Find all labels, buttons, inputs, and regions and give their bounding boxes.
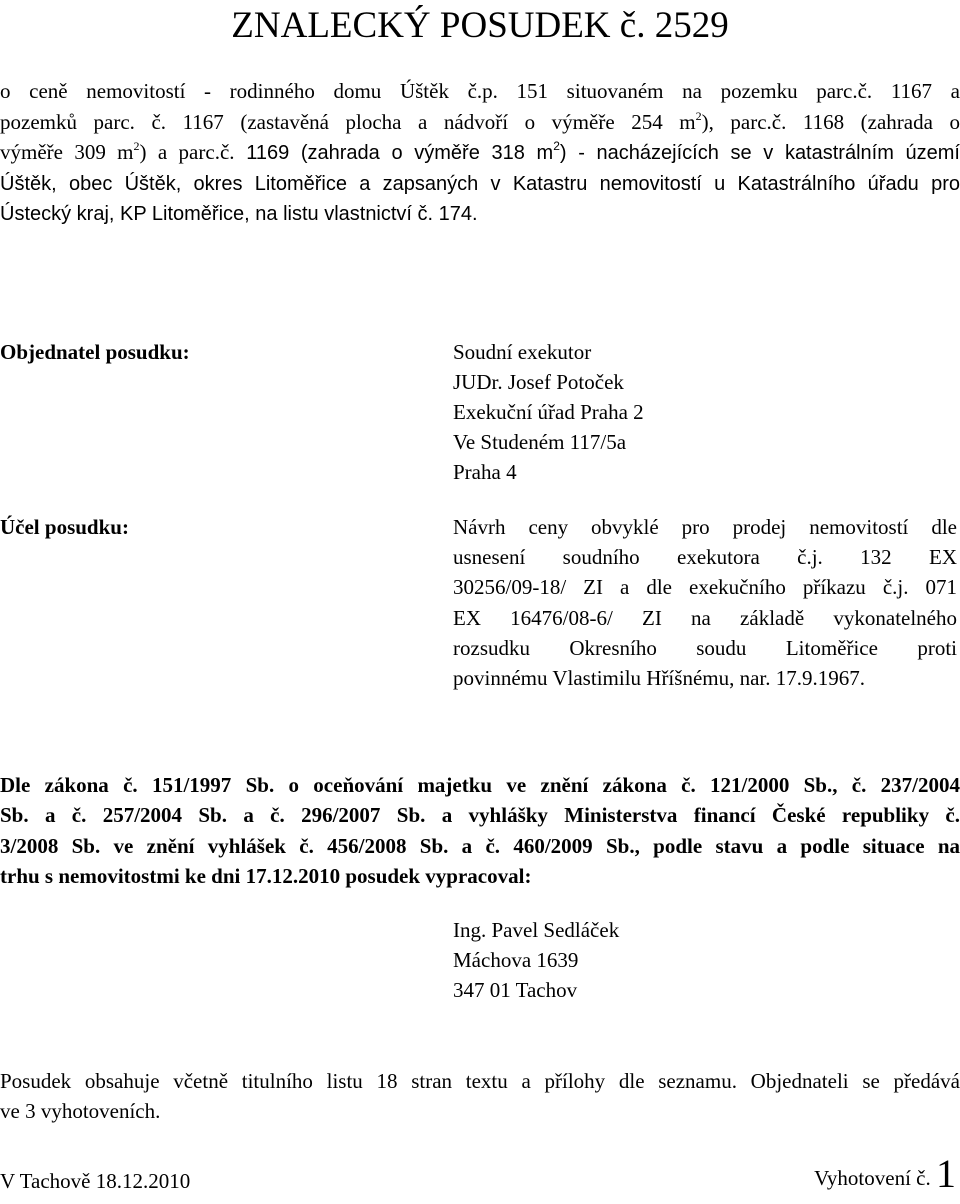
- intro-text: 1169 (zahrada o výměře 318 m: [234, 142, 554, 164]
- intro-line: [0, 76, 960, 107]
- document-title: ZNALECKÝ POSUDEK č. 2529: [231, 5, 729, 46]
- legal-basis-line: trhu s nemovitostmi ke dni 17.12.2010 posudek vypracoval:: [0, 863, 532, 888]
- copies-note-line: Posudek obsahuje včetně titulního listu 18 stran textu a přílohy dle seznamu. Objednateli se předává: [0, 1069, 960, 1093]
- copies-note: [0, 1066, 960, 1126]
- intro-text: ), parc.č. 1168 (zahrada o: [701, 109, 960, 134]
- intro-text: Ústecký kraj, KP Litoměřice, na listu vlastnictví č. 174.: [0, 203, 478, 225]
- superscript: 2: [695, 108, 702, 123]
- client-line: Soudní exekutor: [453, 340, 592, 364]
- superscript: 2: [133, 139, 140, 153]
- client-line: Ve Studeném 117/5a: [453, 430, 627, 454]
- legal-basis-line: 3/2008 Sb. ve znění vyhlášek č. 456/2008 Sb. a č. 460/2009 Sb., podle stavu a podle situace na: [0, 833, 960, 858]
- client-line: JUDr. Josef Potoček: [453, 370, 624, 394]
- client-details: [453, 337, 644, 487]
- author-line: Máchova 1639: [453, 948, 579, 972]
- purpose-line: 30256/09-18/ ZI a dle exekučního příkazu č.j. 071: [453, 575, 957, 600]
- purpose-label: Účel posudku:: [0, 515, 129, 539]
- copies-note-line: ve 3 vyhotoveních.: [0, 1099, 161, 1123]
- author-details: [453, 915, 619, 1005]
- intro-text: Úštěk, obec Úštěk, okres Litoměřice a zapsaných v Katastru nemovitostí u Katastrálního úřadu pro: [0, 172, 960, 195]
- purpose-line: Návrh ceny obvyklé pro prodej nemovitostí dle: [453, 515, 957, 539]
- intro-text: pozemků parc. č. 1167 (zastavěná plocha a nádvoří o výměře 254 m: [0, 109, 696, 134]
- intro-text: o ceně nemovitostí - rodinného domu Úštěk č.p. 151 situovaném na pozemku parc.č. 1167 a: [0, 79, 960, 103]
- client-label: Objednatel posudku:: [0, 340, 190, 364]
- purpose-line: rozsudku Okresního soudu Litoměřice proti: [453, 635, 957, 660]
- place-date: V Tachově 18.12.2010: [0, 1169, 191, 1193]
- intro-line: [0, 169, 960, 200]
- client-line: Exekuční úřad Praha 2: [453, 400, 644, 424]
- client-line: Praha 4: [453, 460, 517, 484]
- author-line: 347 01 Tachov: [453, 978, 578, 1002]
- copy-number: [814, 1151, 956, 1198]
- intro-text: ) - nacházejících se v katastrálním území: [559, 142, 960, 164]
- legal-basis: [0, 770, 960, 891]
- intro-line: [0, 107, 960, 138]
- intro-text: ) a parc.č.: [139, 140, 235, 164]
- intro-line: [0, 137, 960, 169]
- purpose-line: EX 16476/08-6/ ZI na základě vykonatelného: [453, 605, 957, 630]
- purpose-text: [453, 512, 957, 693]
- legal-basis-line: Dle zákona č. 151/1997 Sb. o oceňování majetku ve znění zákona č. 121/2000 Sb., č. 237/2004: [0, 773, 960, 797]
- copy-number-value: 1: [936, 1151, 956, 1196]
- intro-text: výměře 309 m: [0, 140, 134, 164]
- superscript: 2: [553, 139, 560, 153]
- legal-basis-line: Sb. a č. 257/2004 Sb. a č. 296/2007 Sb. a vyhlášky Ministerstva financí České republiky č.: [0, 803, 960, 828]
- intro-paragraph: [0, 76, 960, 230]
- copy-label: Vyhotovení č.: [814, 1166, 931, 1190]
- intro-line: [0, 199, 960, 230]
- purpose-line: povinnému Vlastimilu Hříšnému, nar. 17.9.1967.: [453, 666, 866, 691]
- author-line: Ing. Pavel Sedláček: [453, 918, 620, 942]
- purpose-line: usnesení soudního exekutora č.j. 132 EX: [453, 545, 957, 570]
